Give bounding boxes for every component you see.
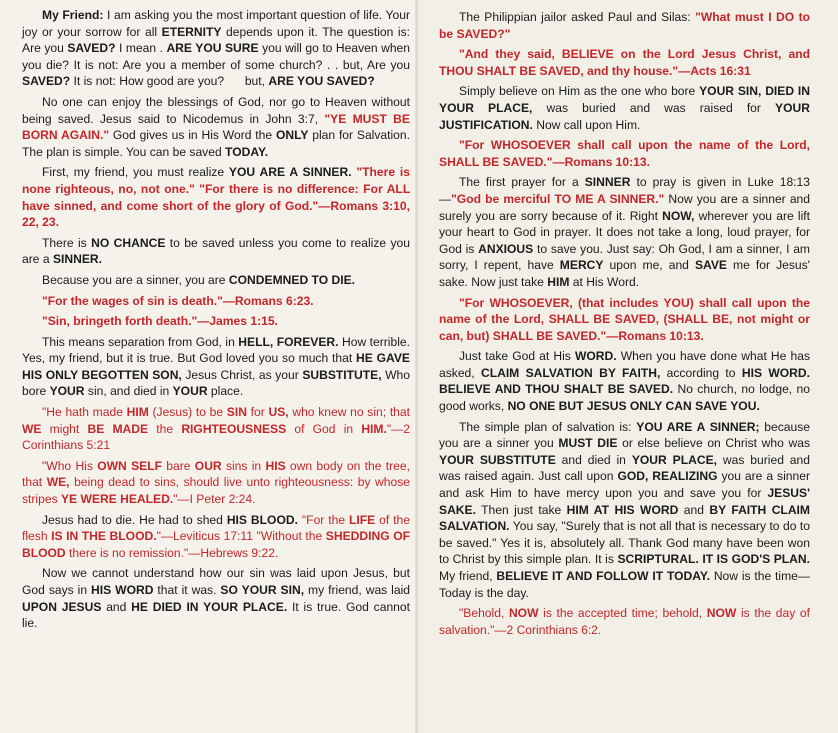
paragraph-sin-laid-upon-jesus: Now we cannot understand how our sin was laid upon Jesus, but God says in HIS WORD that it was. SO YOUR SIN, my friend, was laid UPON JESUS and HE DIED IN YOUR PLACE. It is true. God cannot lie. xyxy=(22,566,411,631)
quote-acts-16-31: "And they said, BELIEVE on the Lord Jesus Christ, and THOU SHALT BE SAVED, and thy house."—Acts 16:31 xyxy=(439,47,810,78)
quote-2-corinthians-6-2: "Behold, NOW is the accepted time; behold, NOW is the day of salvation."—2 Corinthians 6:2. xyxy=(439,606,810,637)
paragraph-first-prayer: The first prayer for a SINNER to pray is given in Luke 18:13—"God be merciful TO ME A SINNER." Now you are a sinner and surely you are sorry because of it. Right NOW, wherever you are lift your heart to God in prayer. It does not take a long, loud prayer, for God is ANXIOUS to save you. Just say: Oh God, I am a sinner, I am sorry, I repent, have MERCY upon me, and SAVE me for Jesus' sake. Now just take HIM at His Word. xyxy=(439,175,811,289)
paragraph-philippian-jailor: The Philippian jailor asked Paul and Silas: "What must I DO to be SAVED?" xyxy=(439,10,810,41)
paragraph-condemned: Because you are a sinner, you are CONDEMNED TO DIE. xyxy=(42,272,356,287)
quote-2-corinthians-5-21: "He hath made HIM (Jesus) to be SIN for US, who knew no sin; that WE might BE MADE the RIGHTEOUSNESS of God in HIM."—2 Corinthians 5:21 xyxy=(22,405,410,453)
quote-romans-6-23: "For the wages of sin is death."—Romans 6:23. xyxy=(42,293,314,308)
paragraph-born-again: No one can enjoy the blessings of God, nor go to Heaven without being saved. Jesus said to Nicodemus in John 3:7, "YE MUST BE BORN AGAIN." God gives us in His Word the ONLY plan for Salvation. The plan is simple. You can be saved TODAY. xyxy=(22,94,410,159)
paragraph-my-friend: My Friend: I am asking you the most important question of life. Your joy or your sorrow for all ETERNITY depends upon it. The question is: Are you SAVED? I mean . ARE YOU SURE you will go to Heaven when you die? It is not: Are you a member of some church? . . but, Are you SAVED? It is not: How good are you? but, ARE YOU SAVED? xyxy=(22,8,410,89)
paragraph-simply-believe: Simply believe on Him as the one who bore YOUR SIN, DIED IN YOUR PLACE, was buried and was raised for YOUR JUSTIFICATION. Now call upon Him. xyxy=(439,84,811,132)
right-page xyxy=(418,0,838,733)
left-page xyxy=(0,0,418,733)
paragraph-separation: This means separation from God, in HELL, FOREVER. How terrible. Yes, my friend, but it is true. But God loved you so much that HE GAVE HIS ONLY BEGOTTEN SON, Jesus Christ, as your SUBSTITUTE, Who bore YOUR sin, and died in YOUR place. xyxy=(22,334,411,399)
quote-romans-10-13: "For WHOSOEVER shall call upon the name of the Lord, SHALL BE SAVED."—Romans 10:13. xyxy=(439,138,810,169)
paragraph-no-chance: There is NO CHANCE to be saved unless you come to realize you are a SINNER. xyxy=(22,235,411,267)
paragraph-you-are-sinner: First, my friend, you must realize YOU ARE A SINNER. "There is none righteous, no, not one." "For there is no difference: For ALL have sinned, and come short of the glory of God."—Romans 3:10, 22, 23. xyxy=(22,165,410,230)
paragraph-simple-plan: The simple plan of salvation is: YOU ARE A SINNER; because you are a sinner you MUST DIE or else believe on Christ who was YOUR SUBSTITUTE and died in YOUR PLACE, was buried and was raised again. Just call upon GOD, REALIZING you are a sinner and ask Him to have mercy upon you and save you for JESUS' SAKE. Then just take HIM AT HIS WORD and BY FAITH CLAIM SALVATION. You say, "Surely that is not all that is necessary to do to be saved." Yes it is, absolutely all. Thank God many have been won to Christ by this simple plan. It is SCRIPTURAL. IT IS GOD'S PLAN. My friend, BELIEVE IT AND FOLLOW IT TODAY. Now is the time—Today is the day. xyxy=(439,419,810,600)
paragraph-shed-blood: Jesus had to die. He had to shed HIS BLOOD. "For the LIFE of the flesh IS IN THE BLOOD."—Leviticus 17:11 "Without the SHEDDING OF BLOOD there is no remission."—Hebrews 9:22. xyxy=(22,512,410,560)
quote-whosoever-includes-you: "For WHOSOEVER, (that includes YOU) shall call upon the name of the Lord, SHALL BE SAVED, (SHALL BE, not might or can, but) SHALL BE SAVED."—Romans 10:13. xyxy=(439,295,811,343)
quote-james-1-15: "Sin, bringeth forth death."—James 1:15. xyxy=(42,314,278,329)
quote-1-peter-2-24: "Who His OWN SELF bare OUR sins in HIS own body on the tree, that WE, being dead to sins, should live unto righteousness: by whose stripes YE WERE HEALED."—I Peter 2:24. xyxy=(22,458,410,507)
paragraph-take-god-at-word: Just take God at His WORD. When you have done what He has asked, CLAIM SALVATION BY FAITH, according to HIS WORD. BELIEVE AND THOU SHALT BE SAVED. No church, no lodge, no good works, NO ONE BUT JESUS ONLY CAN SAVE YOU. xyxy=(439,349,811,414)
